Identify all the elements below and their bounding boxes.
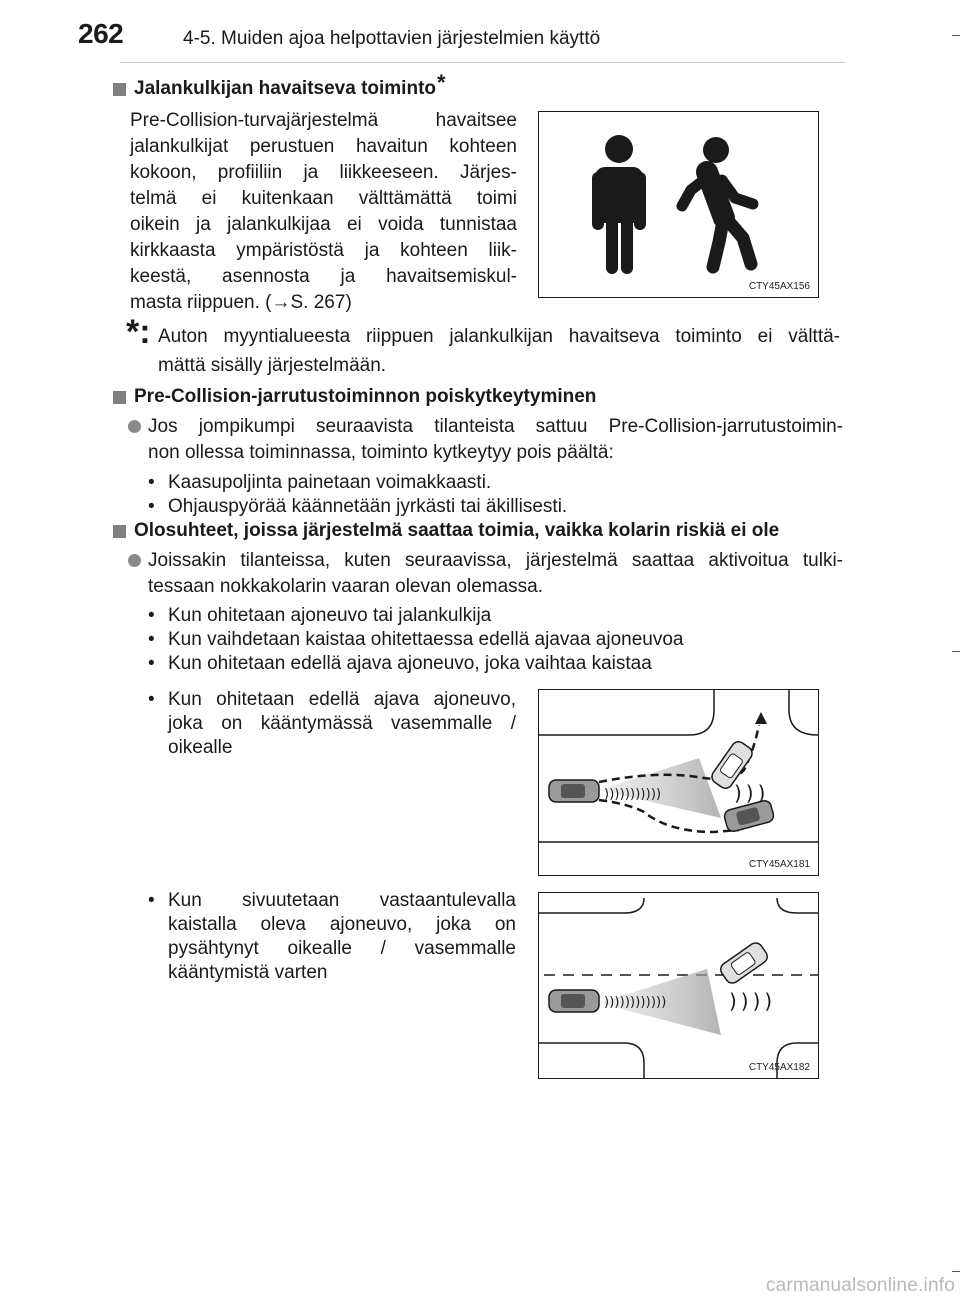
svg-text:) ) ) ) ) ) ) ) ) ) ): ) ) ) ) ) ) ) ) ) ) )	[604, 787, 660, 802]
oncoming-car-icon	[718, 940, 770, 986]
bullet-line: pysähtynyt oikealle / vasemmalle	[168, 938, 516, 959]
circle-bullet-icon	[128, 420, 141, 433]
list-item: • Ohjauspyörää käännetään jyrkästi tai äkillisesti.	[148, 496, 568, 517]
direction-arrow-icon	[755, 712, 767, 724]
svg-text:))): )))	[734, 781, 770, 805]
body-line: keestä, asennosta ja havaitsemiskul-	[130, 266, 517, 287]
body-line: kirkkaasta ympäristöstä ja kohteen liik-	[130, 240, 517, 261]
false-activation-bullet-list	[148, 604, 684, 676]
footnote-line: Auton myyntialueesta riippuen jalankulkijan havaitseva toiminto ei välttä-	[158, 326, 840, 347]
list-item-turning-vehicle: • Kun ohitetaan edellä ajava ajoneuvo, joka on kääntymässä vasemmalle / oikealle	[148, 689, 516, 758]
list-item: • Kun vaihdetaan kaistaa ohitettaessa edellä ajavaa ajoneuvoa	[148, 629, 684, 650]
svg-text:) ) ) ) ) ) ) ) ) ) ) ): ) ) ) ) ) ) ) ) ) ) ) )	[604, 995, 665, 1010]
list-item: • Kun ohitetaan edellä ajava ajoneuvo, joka vaihtaa kaistaa	[148, 653, 652, 674]
pedestrian-illustration	[539, 112, 818, 297]
oncoming-vehicle-illustration	[539, 893, 818, 1078]
figure-turning-vehicle	[538, 689, 819, 876]
bullet-line: oikealle	[168, 737, 233, 758]
deactivation-paragraph	[128, 414, 843, 466]
margin-tick	[952, 35, 960, 36]
section-title: 4-5. Muiden ajoa helpottavien järjestelmien käyttö	[183, 28, 601, 49]
body-line: jalankulkijat perustuen havaitun kohteen	[130, 136, 517, 157]
figure-code: CTY45AX181	[748, 859, 810, 870]
footnote	[126, 313, 840, 380]
bullet-line: joka on kääntymässä vasemmalle /	[168, 713, 516, 734]
heading-asterisk: *	[437, 70, 446, 95]
heading-text: Olosuhteet, joissa järjestelmä saattaa toimia, vaikka kolarin riskiä ei ole	[134, 520, 780, 541]
bullet-line: kääntymistä varten	[168, 962, 328, 983]
para-line: Jos jompikumpi seuraavista tilanteista sattuu Pre-Collision-jarrutustoimin-	[148, 416, 843, 437]
turning-vehicle-illustration	[539, 690, 818, 875]
watermark: carmanualsonline.info	[765, 1275, 955, 1296]
section-heading-deactivation	[113, 386, 596, 408]
heading-square-icon	[113, 83, 126, 96]
section-heading-pedestrian	[113, 70, 446, 104]
standing-pedestrian-icon	[592, 135, 646, 274]
own-car-icon	[549, 990, 599, 1012]
circle-bullet-icon	[128, 554, 141, 567]
footnote-marker: *:	[126, 313, 151, 351]
false-activation-paragraph	[128, 548, 843, 600]
bullet-line: kaistalla oleva ajoneuvo, joka on	[168, 914, 516, 935]
deactivation-bullet-list	[148, 471, 567, 519]
body-line: telmä ei kuitenkaan välttämättä toimi	[130, 188, 517, 209]
heading-square-icon	[113, 391, 126, 404]
footnote-line: mättä sisälly järjestelmään.	[158, 355, 387, 376]
figure-code: CTY45AX156	[748, 281, 810, 292]
figure-oncoming-vehicle	[538, 892, 819, 1079]
figure-code: CTY45AX182	[748, 1062, 810, 1073]
bullet-line: Kun sivuutetaan vastaantulevalla	[168, 890, 516, 911]
header-divider	[120, 62, 845, 63]
figure-pedestrians	[538, 111, 819, 298]
svg-text:)))): ))))	[729, 989, 777, 1013]
para-line: tessaan nokkakolarin vaaran olevan olemassa.	[148, 576, 544, 597]
own-car-icon	[549, 780, 599, 802]
heading-text: Jalankulkijan havaitseva toiminto	[134, 78, 436, 99]
heading-square-icon	[113, 525, 126, 538]
other-car-icon	[723, 799, 775, 833]
body-line: masta riippuen. (→S. 267)	[130, 292, 352, 313]
heading-text: Pre-Collision-jarrutustoiminnon poiskytkeytyminen	[134, 386, 597, 407]
body-line: kokoon, profiiliin ja liikkeeseen. Järjes-	[130, 162, 517, 183]
list-item-oncoming-vehicle: • Kun sivuutetaan vastaantulevalla kaistalla oleva ajoneuvo, joka on pysähtynyt oikealle / vasemmalle kääntymistä varten	[148, 890, 516, 983]
body-line: oikein ja jalankulkijaa ei voida tunnistaa	[130, 214, 517, 235]
page-number: 262	[78, 18, 124, 49]
list-item: • Kun ohitetaan ajoneuvo tai jalankulkija	[148, 605, 492, 626]
para-line: Joissakin tilanteissa, kuten seuraavissa, järjestelmä saattaa aktivoitua tulki-	[148, 550, 843, 571]
margin-tick	[952, 651, 960, 652]
section-heading-false-activation	[113, 520, 779, 542]
margin-tick	[952, 1271, 960, 1272]
walking-pedestrian-icon	[682, 137, 753, 267]
bullet-line: Kun ohitetaan edellä ajava ajoneuvo,	[168, 689, 516, 710]
pedestrian-description	[130, 108, 517, 316]
para-line: non ollessa toiminnassa, toiminto kytkeytyy pois päältä:	[148, 442, 614, 463]
body-line: Pre-Collision-turvajärjestelmä havaitsee	[130, 110, 517, 131]
list-item: • Kaasupoljinta painetaan voimakkaasti.	[148, 472, 492, 493]
